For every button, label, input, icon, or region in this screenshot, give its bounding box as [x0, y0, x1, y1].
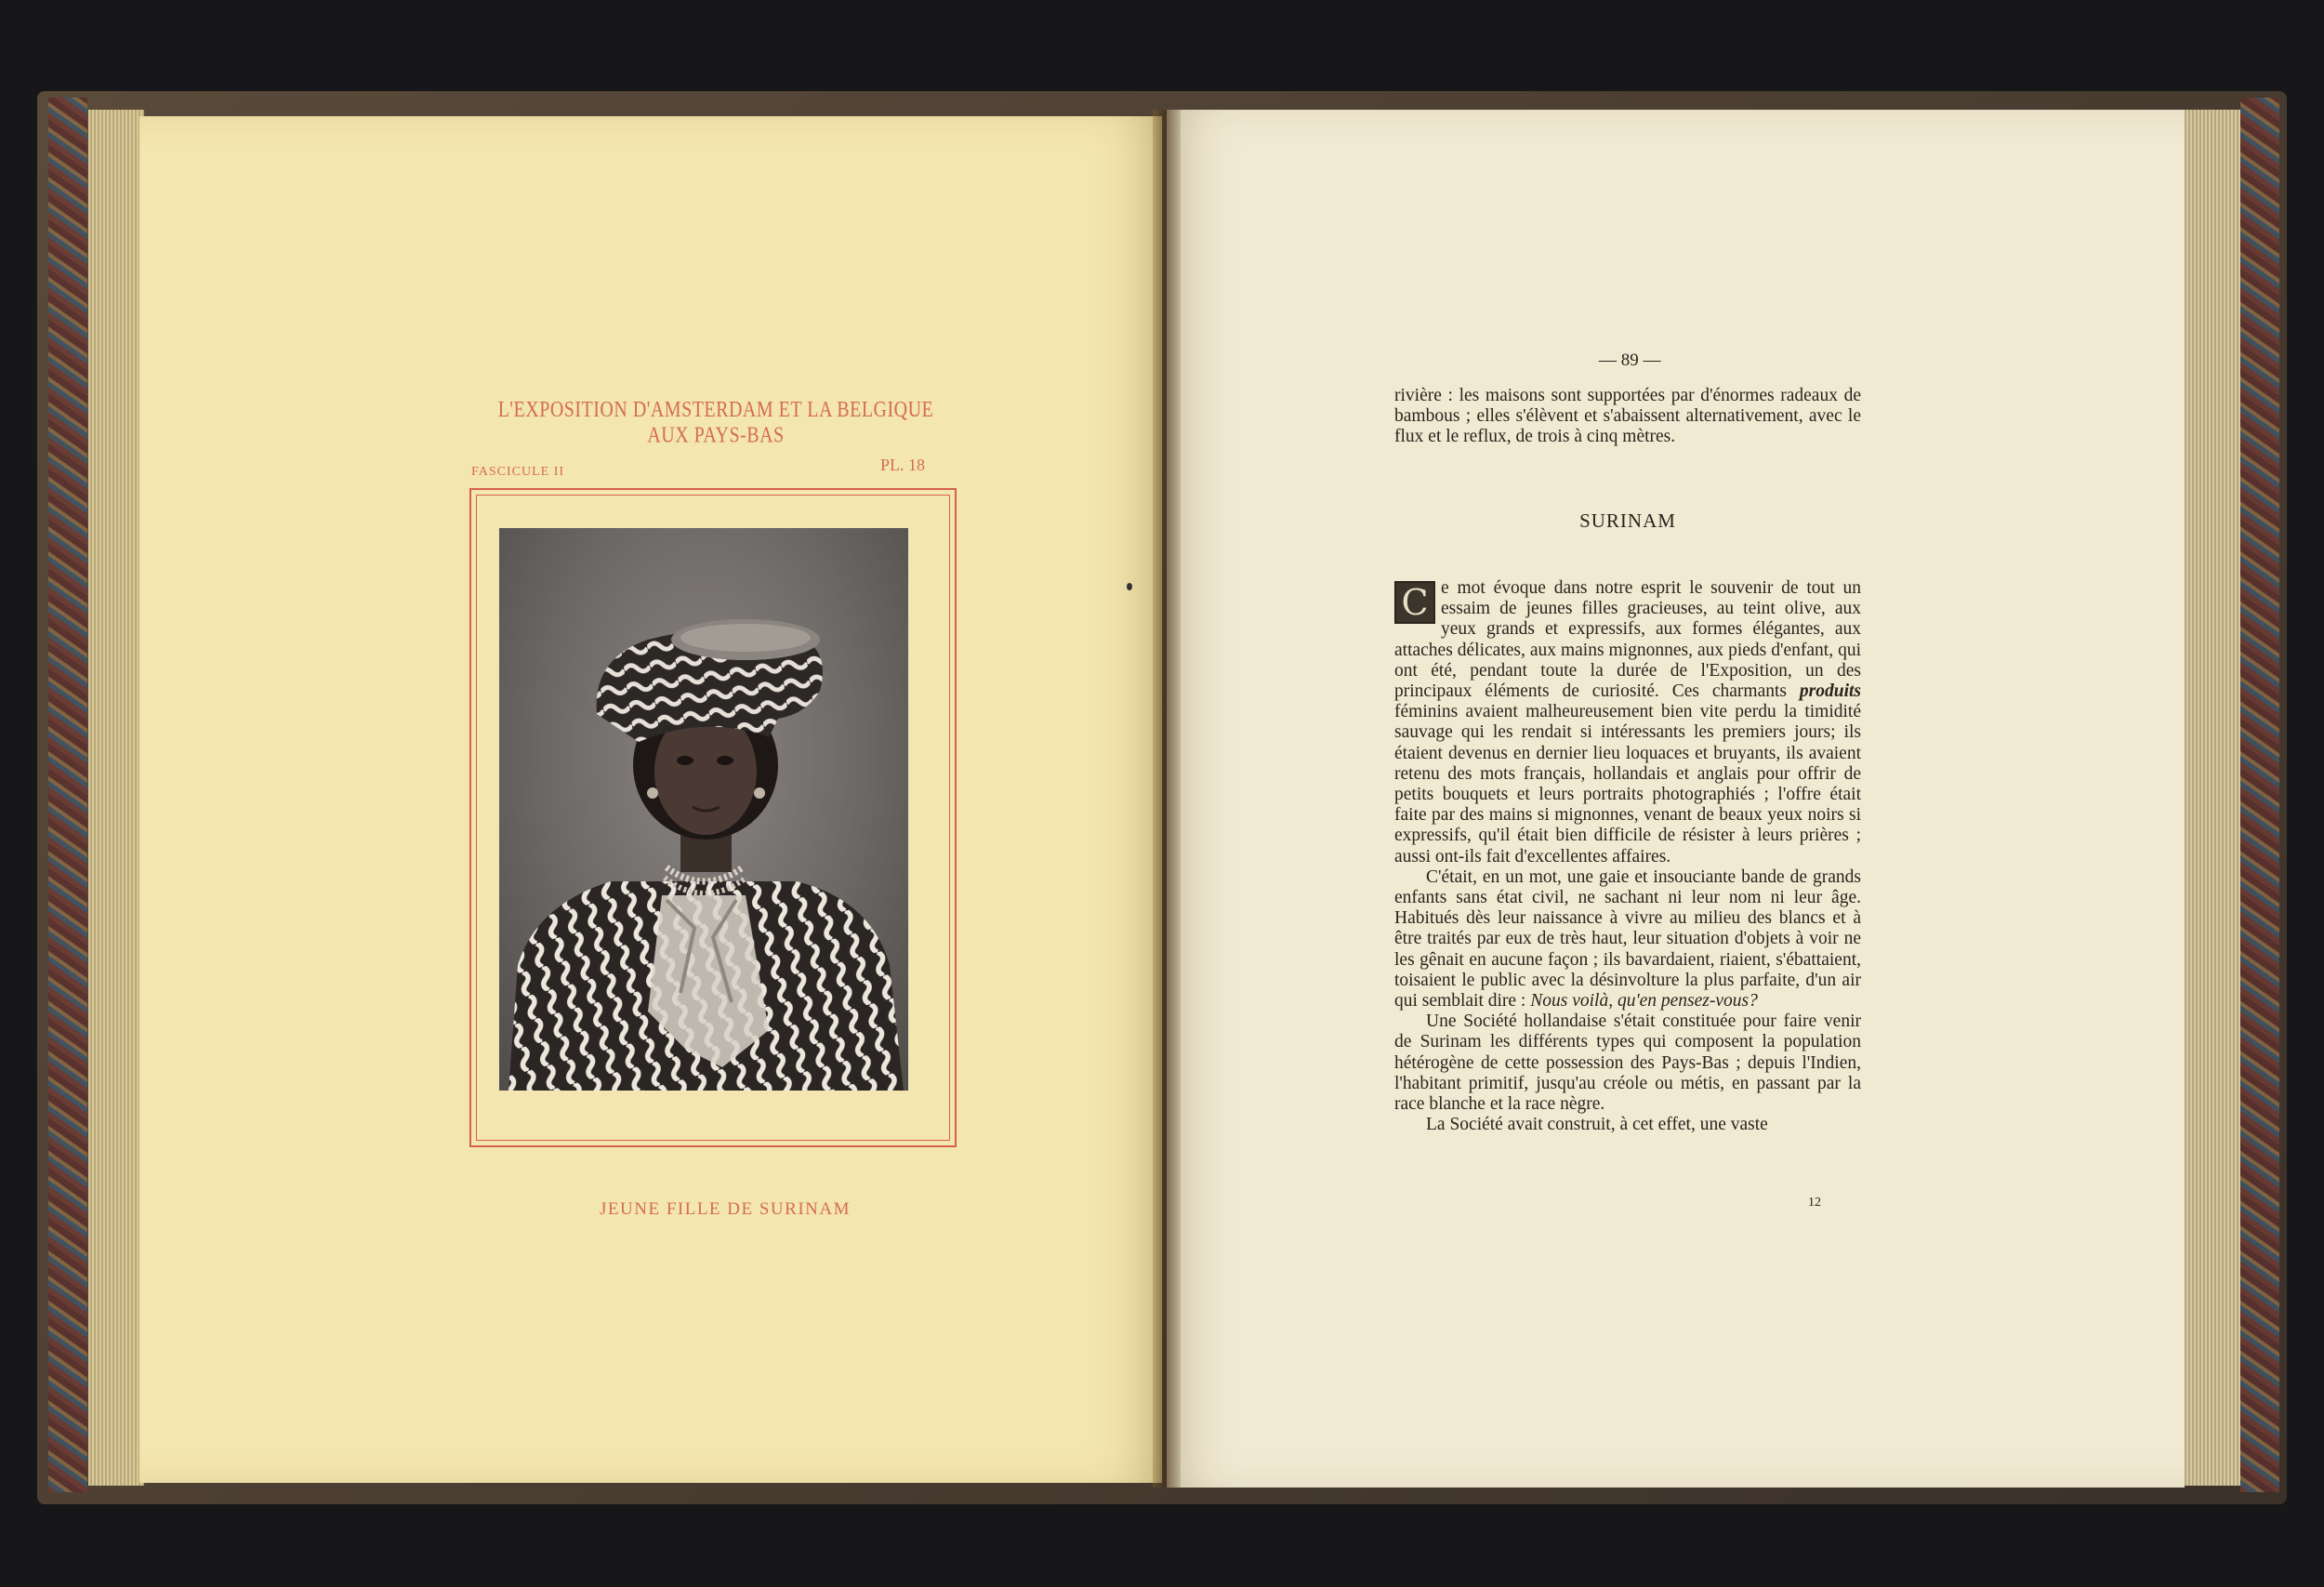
paragraph-1: [1394, 578, 1861, 867]
body-text: [1394, 578, 1861, 1135]
page-edges-left: [88, 110, 144, 1486]
marbled-edge-left: [48, 98, 87, 1492]
paragraph-1-emphasis: produits: [1799, 681, 1861, 702]
opening-lines: rivière : les maisons sont supportées par d'énormes radeaux de bambous ; elles s'élèvent et s'abaissent alternativement, avec le flux et le reflux, de trois à cinq mètres.: [1394, 386, 1861, 447]
section-title: SURINAM: [1579, 509, 1676, 532]
plate-caption: JEUNE FILLE DE SURINAM: [600, 1199, 851, 1219]
signature-mark: 12: [1808, 1196, 1821, 1210]
portrait-illustration: [499, 528, 908, 1091]
plate-number: PL. 18: [880, 456, 926, 474]
dropcap-initial: C: [1394, 581, 1435, 624]
paragraph-1-text-b: féminins avaient malheureusement bien vite perdu la timidité sauvage qui les rendait si intéressants les premiers jours; ils étaient devenus en dernier lieu loquaces et bruyants, ils avaient retenu des mots français, hollandais et anglais pour offrir de petits bouquets et leurs portraits photographiés ; l'offre était faite par des mains si mignonnes, venant de beaux yeux noirs si expressifs, qu'il était bien difficile de résister à leurs prières ; aussi ont-ils fait d'excellentes affaires.: [1394, 702, 1861, 866]
portrait-photograph: [499, 528, 908, 1091]
paragraph-1-text-a: e mot évoque dans notre esprit le souvenir de tout un essaim de jeunes filles gracieuses, au teint olive, aux yeux grands et expressifs, aux formes élégantes, aux attaches délicates, aux mains mignonnes, aux pieds d'enfant, qui ont été, pendant toute la durée de l'Exposition, un des principaux éléments de curiosité. Ces charmants: [1394, 578, 1861, 702]
page-mark: [1127, 583, 1132, 590]
plate-title: L'EXPOSITION D'AMSTERDAM ET LA BELGIQUE AUX PAYS-BAS: [497, 397, 934, 448]
page-edges-right: [2175, 110, 2240, 1486]
marbled-edge-right: [2240, 98, 2279, 1492]
fascicule-label: FASCICULE II: [471, 465, 565, 479]
paragraph-4: La Société avait construit, à cet effet, une vaste: [1426, 1115, 1768, 1135]
paragraph-2-emphasis: Nous voilà, qu'en pensez-vous?: [1530, 991, 1758, 1012]
page-number: — 89 —: [1599, 350, 1661, 370]
book-gutter: [1153, 110, 1181, 1488]
paragraph-2-text: C'était, en un mot, une gaie et insouciante bande de grands enfants sans état civil, ne sachant ni leur nom ni leur âge. Habitués dès leur naissance à vivre au milieu des blancs et à être traités par eux de très haut, leur situation d'objets à voir ne les gênait en aucune façon ; ils bavardaient, riaient, s'ébattaient, toisaient le public avec la désinvolture la plus parfaite, d'un air qui semblait dire :: [1394, 866, 1861, 1012]
paragraph-3: Une Société hollandaise s'était constituée pour faire venir de Surinam les différents types qui composent la population hétérogène de cette possession des Pays-Bas ; depuis l'Indien, l'habitant primitif, jusqu'au créole ou métis, en passant par la race blanche et la race nègre.: [1394, 1012, 1861, 1115]
opening-paragraph: [1394, 386, 1861, 448]
paragraph-2: [1394, 867, 1861, 1012]
